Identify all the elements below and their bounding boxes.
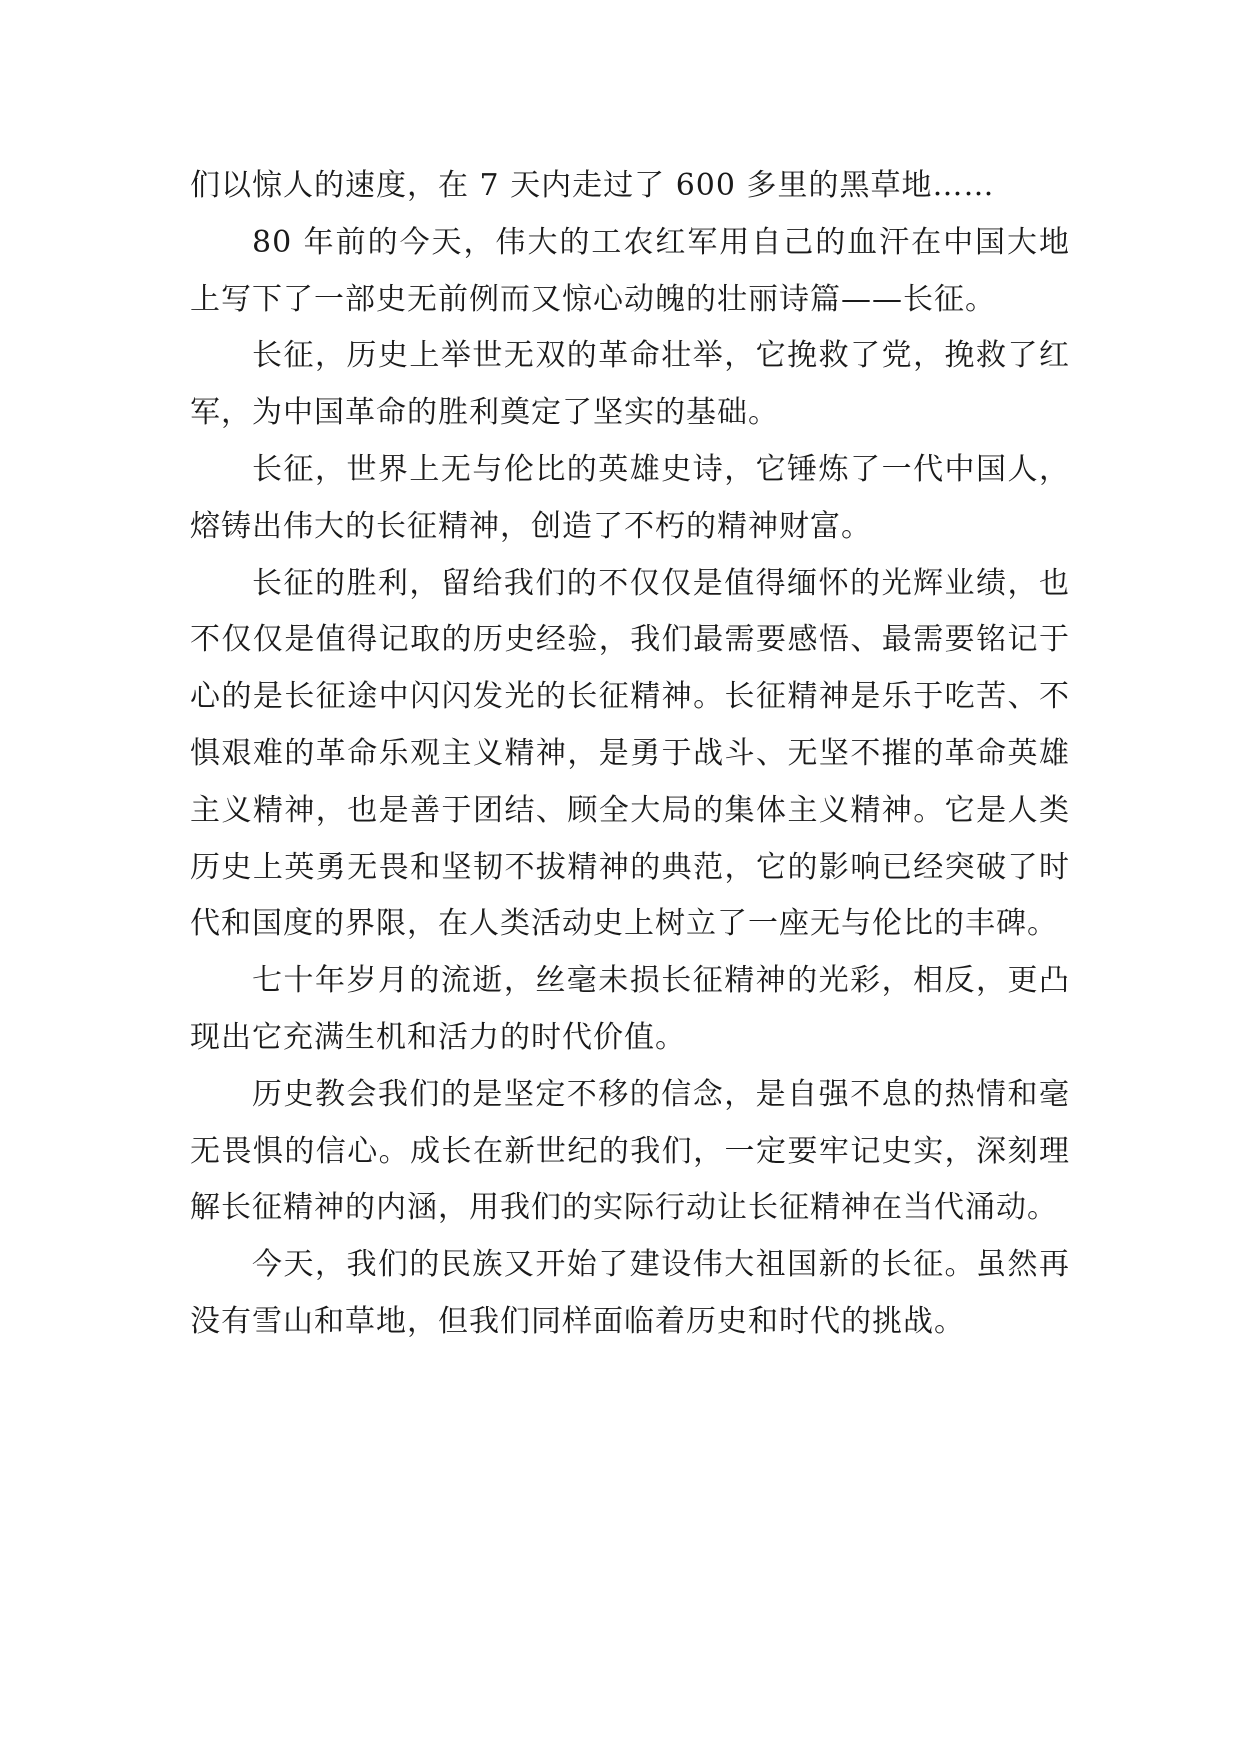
paragraph-6: 七十年岁月的流逝，丝毫未损长征精神的光彩，相反，更凸现出它充满生机和活力的时代价值。 — [190, 963, 1070, 1055]
paragraph-1: 们以惊人的速度，在 7 天内走过了 600 多里的黑草地…… — [190, 168, 995, 203]
paragraph-5: 长征的胜利，留给我们的不仅仅是值得缅怀的光辉业绩，也不仅仅是值得记取的历史经验，我们最需要感悟、最需要铭记于心的是长征途中闪闪发光的长征精神。长征精神是乐于吃苦、不惧艰难的革命乐观主义精神，是勇于战斗、无坚不摧的革命英雄主义精神，也是善于团结、顾全大局的集体主义精神。它是人类历史上英勇无畏和坚韧不拔精神的典范，它的影响已经突破了时代和国度的界限，在人类活动史上树立了一座无与伦比的丰碑。 — [190, 565, 1070, 942]
paragraph-2: 80 年前的今天，伟大的工农红军用自己的血汗在中国大地上写下了一部史无前例而又惊心动魄的壮丽诗篇——长征。 — [190, 224, 1070, 317]
paragraph-7: 历史教会我们的是坚定不移的信念，是自强不息的热情和毫无畏惧的信心。成长在新世纪的我们，一定要牢记史实，深刻理解长征精神的内涵，用我们的实际行动让长征精神在当代涌动。 — [190, 1076, 1070, 1226]
paragraph-4: 长征，世界上无与伦比的英雄史诗，它锤炼了一代中国人，熔铸出伟大的长征精神，创造了不朽的精神财富。 — [190, 451, 1070, 544]
document-body — [190, 158, 1070, 1351]
paragraph-3: 长征，历史上举世无双的革命壮举，它挽救了党，挽救了红军，为中国革命的胜利奠定了坚实的基础。 — [190, 338, 1070, 431]
paragraph-8: 今天，我们的民族又开始了建设伟大祖国新的长征。虽然再没有雪山和草地，但我们同样面临着历史和时代的挑战。 — [190, 1247, 1070, 1339]
